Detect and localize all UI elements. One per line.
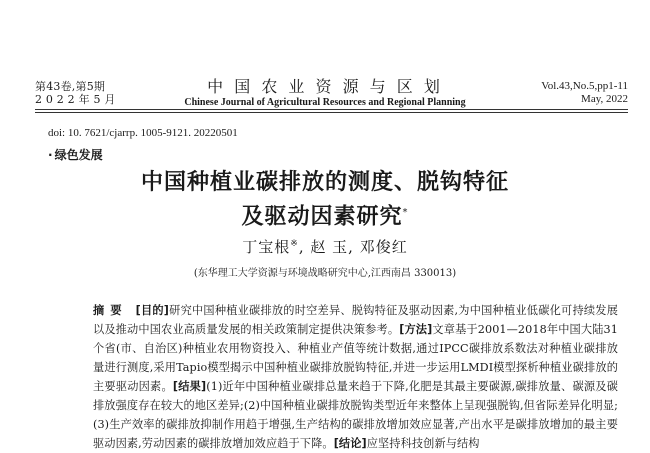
issue-date-cn: 2 0 2 2 年 5 月 — [35, 93, 116, 106]
journal-name-en: Chinese Journal of Agricultural Resources and Regional Planning — [184, 97, 466, 108]
author-list — [80, 236, 570, 257]
volume-issue: 第43卷,第5期 — [35, 80, 106, 93]
author-name: 丁宝根 — [242, 238, 291, 256]
title-line-1: 中国种植业碳排放的测度、脱钩特征 — [140, 170, 509, 195]
doi: doi: 10. 7621/cjarrp. 1005-9121. 20220501 — [48, 127, 238, 139]
article-category — [48, 146, 103, 163]
header-left — [35, 80, 116, 106]
title-line-2-text: 及驱动因素研究 — [241, 204, 403, 230]
abstract-label: 摘要 — [93, 304, 128, 317]
header-rule-bottom — [35, 112, 628, 113]
purpose-tag: [目的] — [135, 304, 170, 317]
title-line-2 — [80, 198, 570, 232]
issue-date-en: May, 2022 — [581, 93, 628, 105]
corresponding-marker: ※ — [290, 239, 299, 249]
title-footnote-marker: * — [402, 207, 409, 218]
conclusion-tag: [结论] — [333, 437, 367, 450]
result-tag: [结果] — [172, 380, 207, 393]
journal-header — [160, 78, 490, 109]
volume-en: Vol.43,No.5,pp1-11 — [541, 80, 628, 92]
article-title — [80, 168, 570, 232]
author-name: 邓俊红 — [359, 238, 408, 256]
method-text: 文章基于2001—2018年中国大陆31个省(市、自治区)种植业农用物资投入、种植业产值等统计数据,通过IPCC碳排放系数法对种植业碳排放量进行测度,采用Tapio模型揭示中国种植业碳排放脱钩特征,并进一步运用LMDI模型探析种植业碳排放的主要驱动因素。 — [93, 323, 618, 393]
header-rule-top — [35, 109, 628, 110]
author-separator: , — [298, 238, 305, 256]
abstract — [93, 301, 618, 453]
affiliation: (东华理工大学资源与环境战略研究中心,江西南昌 330013) — [193, 268, 457, 279]
author-separator: , — [348, 238, 354, 256]
bullet-icon: · — [48, 148, 53, 162]
result-text: (1)近年中国种植业碳排总量来趋于下降,化肥是其最主要碳源,碳排放量、碳源及碳排放强度存在较大的地区差异;(2)中国种植业碳排放脱钩类型近年来整体上呈现强脱钩,但省际差异化明显;(3)生产效率的碳排放抑制作用趋于增强,生产结构的碳排放增加效应显著,产出水平是碳排放增加的最主要驱动因素,劳动因素的碳排放增加效应趋于下降。 — [93, 380, 618, 450]
journal-name-cn: 中 国 农 业 资 源 与 区 划 — [207, 77, 443, 96]
category-label: 绿色发展 — [54, 148, 103, 162]
author-name: 赵 玉 — [310, 238, 349, 256]
purpose-text: 研究中国种植业碳排放的时空差异、脱钩特征及驱动因素,为中国种植业低碳化可持续发展以及推动中国农业高质量发展的相关政策制定提供决策参考。 — [93, 304, 618, 336]
conclusion-text: 应坚持科技创新与结构 — [366, 437, 480, 450]
method-tag: [方法] — [399, 323, 433, 336]
header-right — [541, 80, 628, 106]
